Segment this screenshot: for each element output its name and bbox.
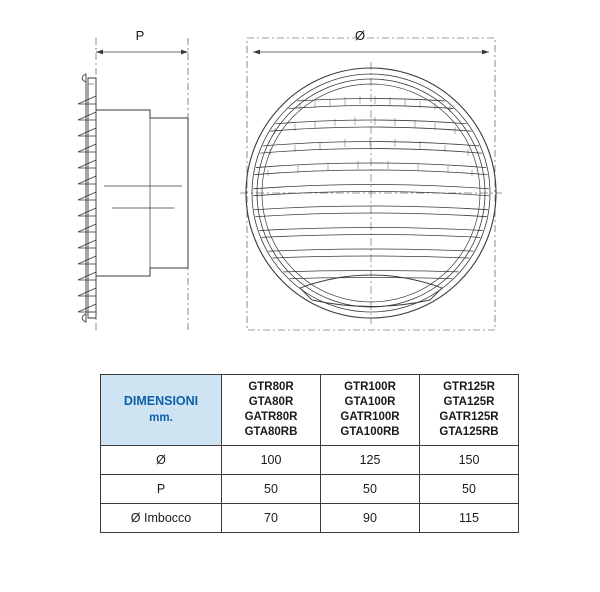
product-code: GTR80R: [248, 381, 294, 393]
row-label-p: P: [101, 474, 222, 503]
table-header-dimensions-unit: mm.: [149, 411, 173, 424]
cell-value: 50: [420, 474, 519, 503]
product-code: GATR100R: [340, 410, 400, 423]
row-label-imbocco: Ø Imbocco: [101, 503, 222, 532]
product-code: GTR125R: [443, 381, 495, 393]
cell-value: 50: [222, 474, 321, 503]
dimension-label-p: P: [135, 28, 145, 43]
product-code: GATR80R: [244, 410, 298, 423]
dimensions-table: [100, 374, 519, 533]
table-row: [101, 503, 519, 532]
table-row: [101, 474, 519, 503]
dimensions-table-wrap: [100, 374, 500, 533]
table-header-dimensions-title: DIMENSIONI: [123, 394, 199, 409]
cell-value: 125: [321, 445, 420, 474]
cell-value: 150: [420, 445, 519, 474]
table-header-column-3: [420, 375, 519, 446]
table-header-column-2: [321, 375, 420, 446]
product-code: GTA80R: [248, 395, 294, 408]
product-code: GTR100R: [344, 381, 396, 393]
dimension-label-diameter: Ø: [354, 28, 366, 43]
product-code: GTA125R: [443, 395, 495, 408]
cell-value: 115: [420, 503, 519, 532]
product-code: GATR125R: [439, 410, 499, 423]
cell-value: 90: [321, 503, 420, 532]
product-code: GTA80RB: [244, 425, 298, 438]
cell-value: 100: [222, 445, 321, 474]
row-label-diameter: Ø: [101, 445, 222, 474]
cell-value: 50: [321, 474, 420, 503]
table-header-dimensions: [101, 375, 222, 446]
table-header-row: [101, 375, 519, 446]
table-header-column-1: [222, 375, 321, 446]
product-code: GTA100RB: [340, 425, 400, 438]
product-code: GTA125RB: [439, 425, 499, 438]
product-code: GTA100R: [344, 395, 396, 408]
table-row: [101, 445, 519, 474]
cell-value: 70: [222, 503, 321, 532]
